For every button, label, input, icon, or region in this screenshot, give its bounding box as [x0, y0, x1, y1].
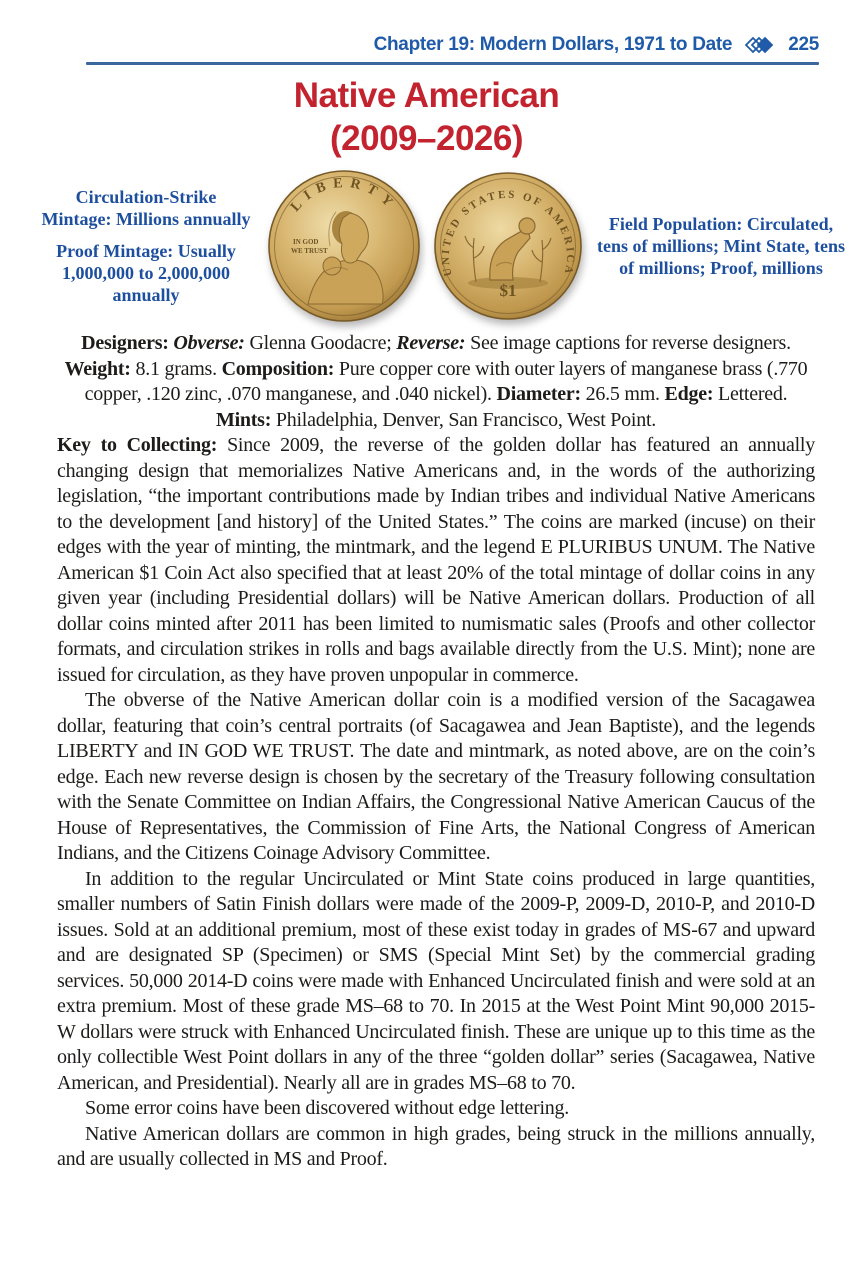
circulation-strike-mintage: Circulation-Strike Mintage: Millions annually	[41, 187, 251, 229]
united-states-legend: UNITED STATES OF AMERICA	[439, 188, 576, 278]
page-title-line2: (2009–2026)	[330, 119, 523, 158]
page-title-line1: Native American	[293, 76, 560, 115]
paragraph-obverse-description: The obverse of the Native American dollar coin is a modified version of the Sacagawea dollar, featuring that coin’s central portraits (of Sacagawea and Jean Baptiste), and the legends LIBERTY and IN GOD WE TRUST. The date and mintmark, as noted above, are on the coin’s edge. Each new reverse design is chosen by the secretary of the Treasury following consultation with the Senate Committee on Indian Affairs, the Congressional Native American Caucus of the House of Representatives, the Commission of Fine Arts, the National Congress of American Indians, and the Citizens Coinage Advisory Committee.	[57, 689, 815, 864]
paragraph-key-to-collecting: Key to Collecting: Since 2009, the reverse of the golden dollar has featured an annually changing design that memorializes Native Americans and, in the words of the authorizing legislation, “the important contributions made by Indian tribes and individual Native Americans to the development [and history] of the United States.” The coins are marked (incuse) on their edges with the year of minting, the mintmark, and the legend E PLURIBUS UNUM. The Native American $1 Coin Act also specified that at least 20% of the total mintage of dollar coins in any given year (including Presidential dollars) will be Native American dollars. Production of all dollar coins minted after 2011 has been limited to numismatic sales (Proofs and other collector formats, and circulation strikes in rolls and bags available directly from the U.S. Mint); none are issued for circulation, as they have proven unpopular in commerce.	[57, 434, 815, 686]
motto-line1: IN GOD	[292, 238, 318, 246]
chapter-heading: Chapter 19: Modern Dollars, 1971 to Date	[373, 34, 733, 55]
field-population: Field Population: Circulated, tens of millions; Mint State, tens of millions; Proof, millions	[597, 214, 845, 278]
reverse-coin-image	[432, 170, 584, 322]
coin-images	[266, 168, 584, 324]
coin-band	[40, 162, 845, 330]
paragraph-high-grades: Native American dollars are common in high grades, being struck in the millions annually, and are usually collected in MS and Proof.	[57, 1122, 815, 1170]
denomination-label: $1	[499, 281, 516, 300]
diamond-ornament-icon	[745, 36, 775, 54]
body-text	[57, 331, 815, 1173]
liberty-legend: LIBERTY	[287, 175, 400, 215]
motto-line2: WE TRUST	[290, 247, 328, 255]
running-head	[374, 34, 819, 56]
header-rule	[86, 62, 819, 65]
obverse-coin-image	[266, 168, 422, 324]
paragraph-satin-finish: In addition to the regular Uncirculated or Mint State coins produced in large quantities, smaller numbers of Satin Finish dollars were made of the 2009-P, 2009-D, 2010-P, and 2010-D issues. Sold at an additional premium, most of these exist today in grades of MS-67 and upward and are designated SP (Specimen) or SMS (Special Mint Set) by the commercial grading services. 50,000 2014-D coins were made with Enhanced Uncirculated finish and were sold at an extra premium. Most of these grade MS–68 to 70. In 2015 at the West Point Mint 90,000 2015-W dollars were struck with Enhanced Uncirculated finish. These are unique up to this time as the only collectible West Point dollars in any of the three “golden dollar” series (Sacagawea, Native American, and Presidential). Nearly all are in grades MS–68 to 70.	[57, 867, 815, 1094]
page-title	[0, 74, 853, 160]
field-population-caption	[597, 213, 845, 279]
paragraph-error-coins: Some error coins have been discovered without edge lettering.	[85, 1097, 570, 1119]
page-number: 225	[788, 34, 819, 55]
proof-mintage: Proof Mintage: Usually 1,000,000 to 2,000,000 annually	[56, 241, 236, 305]
paragraph-specs: Designers: Obverse: Glenna Goodacre; Reverse: See image captions for reverse designers. Weight: 8.1 grams. Composition: Pure copper core with outer layers of manganese brass (.770 copper, .120 zinc, .070 manganese, and .040 nickel). Diameter: 26.5 mm. Edge: Lettered. Mints: Philadelphia, Denver, San Francisco, West Point.	[64, 332, 808, 431]
mintage-caption	[40, 186, 252, 306]
